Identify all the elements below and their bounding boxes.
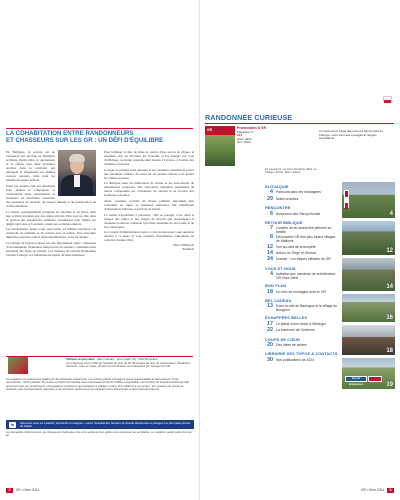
section-rule [205,123,394,124]
intro-text: Un randonneur belge découvre les Monts Tatra en Pologne, entre sommets enneigés et refuges accueillants. [319,129,384,140]
toc-page-number: 20 [267,341,273,348]
cover-info [237,127,267,145]
photo-page-number: 16 [386,315,393,321]
credits-block [66,358,194,369]
cover-caption: En couverture : au cœur des Monts Tatra, en Pologne. Photo : Marc Liebaux [265,168,317,175]
toc-section-heading: LIBRAIRIE DES TOPOS & CONTACTS [265,351,338,357]
toc-item[interactable] [265,257,340,262]
section-title: RANDONNÉE CURIEUSE [205,113,293,122]
cover-thumbnail [205,126,235,166]
credits-band [6,357,194,375]
issue-number: 244 [237,133,243,138]
paragraph: Le Conseil d'administration reste à votre écoute pour toute question relative à ce sujet, et vous souhaite d'excellentes randonnées en cette fin d'année 2024. [104,230,194,243]
toc-item-title: Voir au-delà de la tempête [276,244,316,249]
toc-item-title: Le plaisir d'une rando à l'étranger [276,321,327,326]
toc-page-number: 4 [270,271,273,278]
credits-description: Ce magazine est le reflet de l'activité de plus de 30 bénévoles au sein de l'association. Rédaction, relecture, mise en page, photos et coordination sont assurées par l'équipe du GR. [66,360,192,368]
subscription-note: Les demandes d'abonnement, de changement d'adresse et de commande de topo-guides sont à adresser au secrétariat. Le magazine paraît quatre fois par an. [6,431,192,438]
article-column-2 [104,150,194,355]
footer-text: GR • Hiver 2024 [361,488,385,492]
title-rule [6,128,193,129]
article-body [6,150,194,355]
cover-info-line: Magazine n° [237,129,254,134]
toc-item-title: Parcours dans les montagnes [276,190,321,195]
paragraph: En Belgique, le secteur est en expansion qui succède en multiples activités. Parmi elles, le randonneur et la chasse sont deux pratiques ancrées dans le territoire qui partagent et fréquentent les mêmes espaces naturels, mais dont les intérêts divergent parfois. [6,150,55,183]
toc-item-title: Ascension des Tatra polonais [276,211,321,216]
photo-page-number: 18 [386,348,393,354]
toc-item-title: Entre la ville de Bastogne et le village de Bougeon [276,304,338,313]
toc-item-title: La traversée de l'Ardenne [276,328,315,333]
photo-page-number: 14 [386,284,393,290]
toc-page-number: 6 [270,210,273,217]
toc-item[interactable] [265,245,340,250]
toc-page-number: 7 [270,225,273,232]
cover-info-line: Hiver 2024 [237,136,252,141]
paragraph: La chasse, principalement pratiquée en automne et en hiver, reste une activité encadrée par des règles strictes. Elle joue un rôle dans la gestion des populations animales, notamment pour limiter les dégâts agricoles et forestiers causés par certaines espèces. [6,209,96,226]
article-column-1 [6,150,96,355]
photo-page-number: 19 [386,382,393,388]
road-sign-red [368,376,382,382]
toc-item[interactable] [265,343,340,348]
cover-brand: Promenades & GR [237,126,266,130]
article-title-line-1: LA COHABITATION ENTRE RANDONNEURS [6,130,134,137]
toc-item-title: Un vélo de montagne avec le GR [276,289,326,294]
photo-page-number: 12 [386,248,393,254]
toc-item-title: Autour du Tiège et Hénaux [276,251,317,256]
toc-section-heading: BEL CADEAU [265,297,292,303]
toc-item[interactable] [265,212,340,217]
toc-item[interactable] [265,272,340,280]
photo-meadow [342,294,395,322]
toc-page-number: 14 [267,250,273,257]
magazine-thumbnail [8,357,28,374]
right-footer [361,488,394,493]
paragraph: Le partage de l'espace repose sur une information claire : panneaux d'avertissement, fermetures temporaires de sentiers, communication préalable des dates de battues. Les Sentiers de Grande Randonnée veillent à relayer ces informations auprès de leurs membres. [6,240,96,258]
polish-flag-icon [383,96,392,102]
paragraph: La nature n'appartient à personne : elle se partage. C'est dans le respect des règles et des usages de chacun que randonneurs et chasseurs pourront continuer à profiter ensemble de nos forêts et de nos campagnes. [104,212,194,229]
toc-page-number: 12 [267,243,273,250]
photo-column [342,182,395,392]
toc-item-title: Invitation aux membres de la fédération GR Hors-Série [276,272,336,281]
paragraph: Entre les sentiers GR qui sillonnent bois, plaines et campagnes, la cohabitation entre randonneurs et chasseurs est inévitable, soulevant des questions de sécurité, de respect mutuel et de préservation de l'environnement. [6,183,96,209]
paragraph: Ainsi, certaines sociétés de chasse publient désormais leur calendrier en ligne, et plusieurs itinéraires GR bénéficient d'alternatives balisées en période de battue. [104,199,194,212]
toc-section-heading: SLOVAQUIE [265,184,289,190]
author-portrait [58,150,96,196]
signature-name: Marc LIEBAUX [173,243,194,248]
road-sign: RUE DE BONNEVILLE [345,376,367,382]
credits-text: Marc Liebaux · Rue Kardin 10 · 1000 Bruxelles [97,357,158,361]
toc-page-number: 29 [267,195,273,202]
toc-item[interactable] [265,328,340,333]
toc-page-number: 13 [267,303,273,310]
social-banner[interactable] [6,420,194,429]
footer-text: GR • Hiver 2024 [15,488,39,492]
toc-page-number: 17 [267,320,273,327]
credits-label: Tableau responsable : [66,357,97,361]
linkedin-icon: in [10,421,15,427]
paragraph: Le dialogue entre les fédérations de chasse et les associations de randonneurs progresse. Des rencontres régulières permettent de mieux comprendre les contraintes de chacun et de trouver des solutions concrètes. [104,181,194,198]
paragraph: Les randonneurs, quant à eux, parcourent ces mêmes territoires à la recherche de quiétude et de contact avec la nature. Une rencontre imprévue peut être source d'incompréhension, voire de danger. [6,227,96,240]
toc-item[interactable] [265,190,340,195]
cover-masthead: GR [207,128,213,132]
page-number: 3 [387,488,394,493]
toc-item[interactable] [265,197,340,202]
toc-item-title: Lumière de la randonnée pèlerine en famille [276,226,332,235]
trail-marker-icon [344,190,349,208]
toc-item[interactable] [265,290,340,295]
toc-item[interactable] [265,322,340,327]
article-title-line-2: ET CHASSEURS SUR LES GR : UN DÉFI D'ÉQUILIBRE [6,137,164,144]
right-page [201,0,400,500]
paragraph: Pour indiquer la date de mise en œuvre d'une action de chasse, le président doit en informer les riverains et les usagers par voie d'affichage, au moins quarante-huit heures à l'avance, à l'entrée des chemins concernés. [104,150,194,167]
signature [104,244,194,252]
toc-item[interactable] [265,358,340,363]
fine-print: Ce magazine est entièrement réalisé par des bénévoles passionnés. Les articles publiés n'engagent que la responsabilité de leurs auteurs. Toute reproduction, même partielle, des textes et photos est interdite sans l'autorisation écrite de l'éditeur responsable. Les Sentiers de Grande Randonnée asbl remercient tous les contributeurs, photographes et baliseurs qui participent à chaque numéro. Ont collaboré à ce numéro : les membres du comité de rédaction, des correspondants régionaux et de nombreux randonneurs qui partagent leurs découvertes et leurs itinéraires favoris. [6,378,190,391]
toc-section-heading: BON PLAN [265,283,287,289]
toc-page-number: 30 [267,356,273,363]
issue-date: Déc. 2024 [237,140,251,145]
toc-section-heading: COUPS DE CŒUR [265,336,301,342]
toc-item[interactable] [265,304,340,312]
toc-item[interactable] [265,226,340,234]
photo-mountain [342,221,395,255]
page-number: 2 [6,488,13,493]
social-banner-text: Retrouvez-nous sur LinkedIn, Facebook et Instagram : suivez l'actualité des Sentiers de Grande Randonnée et partagez vos plus belles photos de balade. [20,421,191,428]
toc-section-heading: ÉCHAPPÉES BELLES [265,315,308,321]
article-title [6,130,194,144]
toc-item[interactable] [265,251,340,256]
toc-item-title: Dossier : Les étapes utilisées du GR [276,257,331,262]
toc-item-title: Nos publications de 2024 [276,357,315,362]
toc-page-number: 8 [270,234,273,241]
paragraph: Lorsque le passage reste autorisé, il est vivement conseillé de porter des vêtements visibles, de rester sur les sentiers balisés et de garder les chiens en laisse. [104,167,194,180]
photo-rock-face [342,325,395,355]
toc-section-heading: VOUS ET NOUS [265,265,296,271]
toc-item[interactable] [265,235,340,243]
toc-section-heading: RETOUR BIBLIQUE [265,219,303,225]
left-footer [6,488,39,493]
toc-page-number: 4 [270,189,273,196]
toc-page-number: 24 [267,256,273,263]
toc-item-title: Des idées de sorties [276,342,307,347]
photo-castle [342,258,395,291]
toc-page-number: 22 [267,327,273,334]
photo-hiker-group [342,182,395,218]
toc-section-heading: RENCONTRE [265,205,291,211]
photo-page-number: 4 [389,211,393,217]
photo-village-sign [342,358,395,389]
toc-page-number: 18 [267,288,273,295]
toc-item-title: Notes croisées [276,196,299,201]
table-of-contents [265,181,340,364]
toc-item-title: Découverte GR des plus beaux villages de Wallonie [276,235,336,244]
signature-role: Président [182,247,194,252]
